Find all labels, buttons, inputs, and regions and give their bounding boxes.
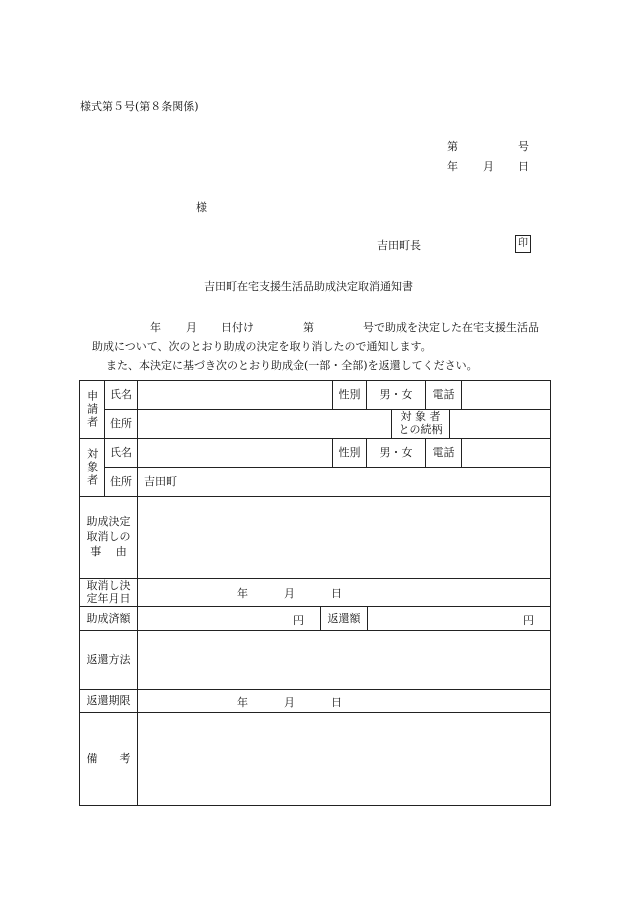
subject-address-label: 住所	[104, 467, 138, 497]
body-line2: 助成について、次のとおり助成の決定を取り消したので通知します。	[92, 340, 432, 353]
applicant-header: 申請者	[79, 380, 105, 439]
body-line1-rest: 号で助成を決定した在宅支援生活品	[363, 321, 539, 334]
applicant-phone-field[interactable]	[461, 380, 551, 410]
subject-gender-options[interactable]: 男・女	[366, 438, 426, 468]
cancel-date-label	[79, 578, 138, 607]
paid-amount-label: 助成済額	[79, 606, 138, 631]
cancel-date-day: 日	[331, 587, 342, 600]
cancel-date-label-line1: 取消し決	[86, 578, 131, 592]
doc-number-suffix: 号	[518, 140, 529, 153]
subject-header: 対象者	[79, 438, 105, 497]
cancel-date-year: 年	[237, 587, 248, 600]
applicant-gender-label: 性別	[332, 380, 367, 410]
reason-label-line1: 助成決定	[86, 515, 131, 529]
applicant-gender-options[interactable]: 男・女	[366, 380, 426, 410]
deadline-day: 日	[331, 696, 342, 709]
return-deadline-field[interactable]	[137, 689, 551, 713]
relation-field[interactable]	[449, 409, 551, 439]
subject-phone-field[interactable]	[461, 438, 551, 468]
applicant-address-field[interactable]	[137, 409, 392, 439]
return-deadline-label: 返還期限	[79, 689, 138, 713]
issuer-name: 吉田町長	[377, 239, 421, 252]
reason-field[interactable]	[137, 496, 551, 579]
reason-label-line3: 事 由	[90, 544, 127, 558]
subject-gender-label: 性別	[332, 438, 367, 468]
remarks-field[interactable]	[137, 712, 551, 806]
return-amount-label: 返還額	[320, 606, 368, 631]
subject-name-label: 氏名	[104, 438, 138, 468]
reason-label-line2: 取消しの	[86, 530, 131, 544]
issue-date-month: 月	[483, 160, 494, 173]
applicant-name-field[interactable]	[137, 380, 333, 410]
applicant-phone-label: 電話	[425, 380, 462, 410]
relation-label	[391, 409, 450, 439]
cancel-date-month: 月	[284, 587, 295, 600]
body-line3: また、本決定に基づき次のとおり助成金(一部・全部)を返還してください。	[106, 359, 478, 372]
return-amount-unit: 円	[523, 614, 534, 627]
subject-phone-label: 電話	[425, 438, 462, 468]
remarks-label: 備 考	[79, 712, 138, 806]
body-line1-year: 年	[150, 321, 161, 334]
doc-number-prefix: 第	[447, 140, 458, 153]
form-number: 様式第５号(第８条関係)	[80, 100, 199, 113]
return-method-field[interactable]	[137, 630, 551, 690]
body-line1-dated: 日付け	[221, 321, 254, 334]
issue-date-year: 年	[447, 160, 458, 173]
relation-label-line2: との続柄	[398, 423, 443, 436]
seal-mark	[515, 235, 531, 253]
applicant-address-label: 住所	[104, 409, 138, 439]
applicant-name-label: 氏名	[104, 380, 138, 410]
subject-address-field[interactable]	[137, 467, 551, 497]
seal-mark-text: 印	[515, 235, 531, 253]
body-line1-month: 月	[186, 321, 197, 334]
document-title: 吉田町在宅支援生活品助成決定取消通知書	[204, 280, 413, 293]
subject-name-field[interactable]	[137, 438, 333, 468]
issue-date-day: 日	[518, 160, 529, 173]
subject-address-value: 吉田町	[144, 475, 177, 489]
deadline-year: 年	[237, 696, 248, 709]
paid-amount-unit: 円	[293, 614, 304, 627]
relation-label-line1: 対 象 者	[400, 410, 441, 424]
body-line1-no: 第	[303, 321, 314, 334]
reason-label	[79, 496, 138, 579]
return-method-label: 返還方法	[79, 630, 138, 690]
addressee-suffix: 様	[196, 201, 207, 214]
cancel-date-field[interactable]	[137, 578, 551, 607]
cancel-date-label-line2: 定年月日	[86, 591, 131, 605]
deadline-month: 月	[284, 696, 295, 709]
